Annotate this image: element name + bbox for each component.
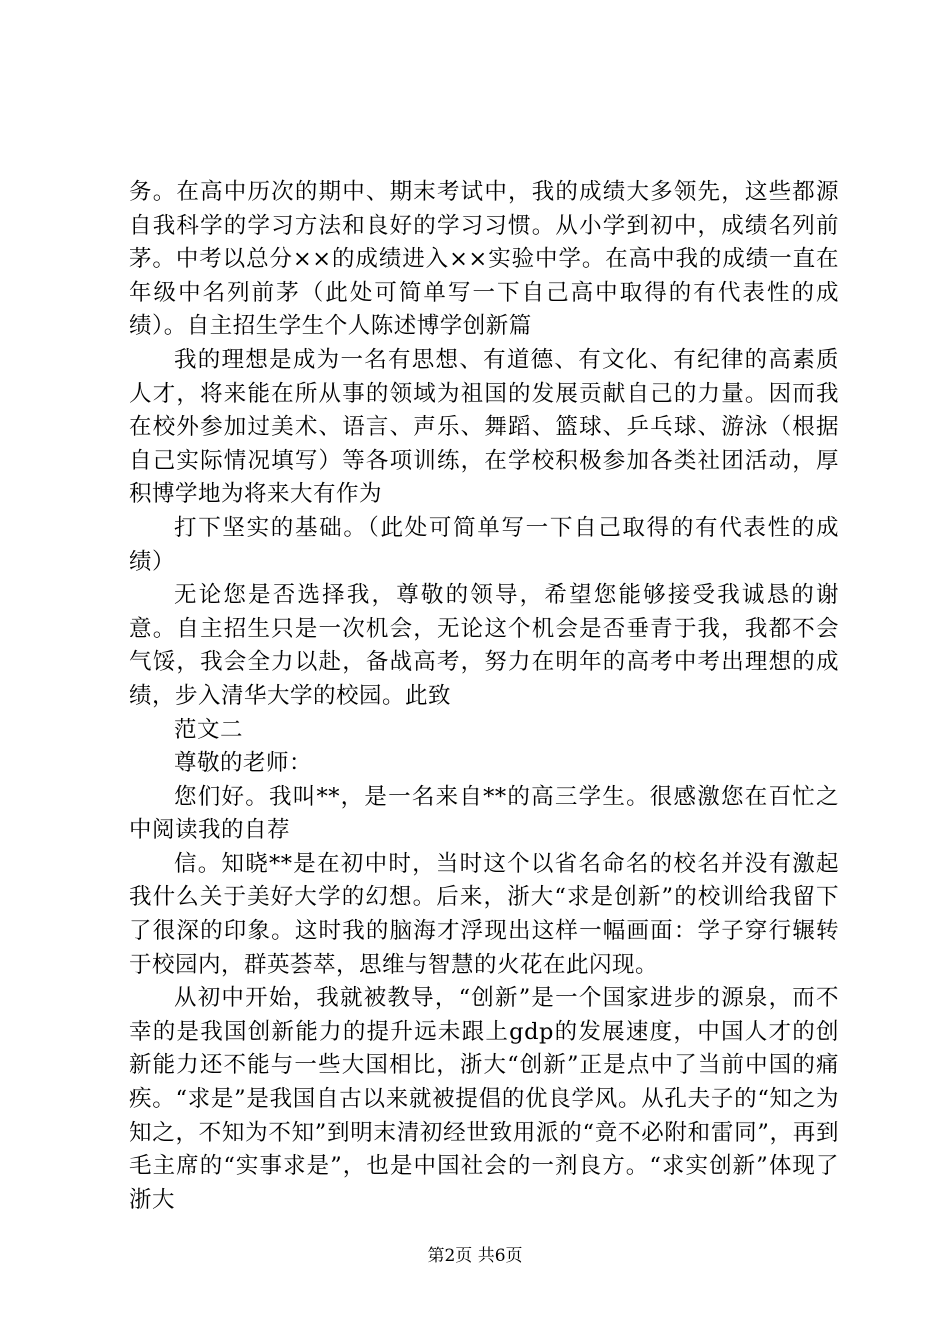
- paragraph: 打下坚实的基础。（此处可简单写一下自己取得的有代表性的成绩）: [129, 514, 839, 575]
- body-text: [129, 176, 839, 1217]
- sample-heading: 范文二: [174, 716, 244, 743]
- salutation: 尊敬的老师：: [174, 750, 313, 777]
- paragraph: 我的理想是成为一名有思想、有道德、有文化、有纪律的高素质人才，将来能在所从事的领域为祖国的发展贡献自己的力量。因而我在校外参加过美术、语言、声乐、舞蹈、篮球、乒乓球、游泳（根据自己实际情况填写）等各项训练，在学校积极参加各类社团活动，厚积博学地为将来大有作为: [129, 346, 839, 508]
- paragraph: 务。在高中历次的期中、期末考试中，我的成绩大多领先，这些都源自我科学的学习方法和良好的学习习惯。从小学到初中，成绩名列前茅。中考以总分××的成绩进入××实验中学。在高中我的成绩一直在年级中名列前茅（此处可简单写一下自己高中取得的有代表性的成绩）。自主招生学生个人陈述博学创新篇: [129, 179, 839, 340]
- paragraph: 信。知晓**是在初中时，当时这个以省名命名的校名并没有激起我什么关于美好大学的幻想。后来，浙大“求是创新”的校训给我留下了很深的印象。这时我的脑海才浮现出这样一幅画面：学子穿行辗转于校园内，群英荟萃，思维与智慧的火花在此闪现。: [129, 850, 839, 978]
- paragraph: 无论您是否选择我，尊敬的领导，希望您能够接受我诚恳的谢意。自主招生只是一次机会，无论这个机会是否垂青于我，我都不会气馁，我会全力以赴，备战高考，努力在明年的高考中考出理想的成绩，步入清华大学的校园。此致: [129, 582, 839, 709]
- paragraph: 您们好。我叫**，是一名来自**的高三学生。很感激您在百忙之中阅读我的自荐: [129, 783, 839, 844]
- paragraph: 从初中开始，我就被教导，“创新”是一个国家进步的源泉，而不幸的是我国创新能力的提升远未跟上gdp的发展速度，中国人才的创新能力还不能与一些大国相比，浙大“创新”正是点中了当前中国的痛疾。“求是”是我国自古以来就被提倡的优良学风。从孔夫子的“知之为知之，不知为不知”到明末清初经世致用派的“竟不必附和雷同”，再到毛主席的“实事求是”，也是中国社会的一剂良方。“求实创新”体现了浙大: [129, 985, 839, 1213]
- page-footer: 第2页 共6页: [427, 1246, 523, 1266]
